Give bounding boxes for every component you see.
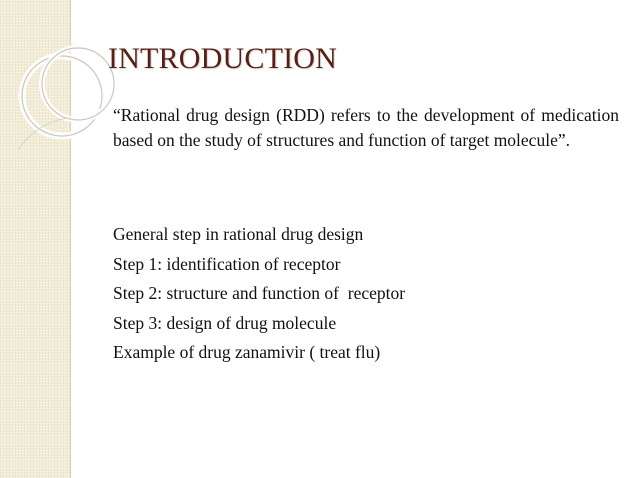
list-item-heading: General step in rational drug design <box>113 224 364 244</box>
slide-title: INTRODUCTION <box>108 42 338 75</box>
steps-list <box>113 220 405 368</box>
list-item-example: Example of drug zanamivir ( treat flu) <box>113 342 381 362</box>
decorative-rings-icon <box>0 0 140 200</box>
definition-paragraph: “Rational drug design (RDD) refers to the development of medication based on the study of structures and function of target molecule”. <box>113 105 619 150</box>
list-item-step-3: Step 3: design of drug molecule <box>113 312 337 333</box>
list-item-step-1: Step 1: identification of receptor <box>113 253 341 274</box>
list-item-step-2: Step 2: structure and function of receptor <box>113 283 406 303</box>
